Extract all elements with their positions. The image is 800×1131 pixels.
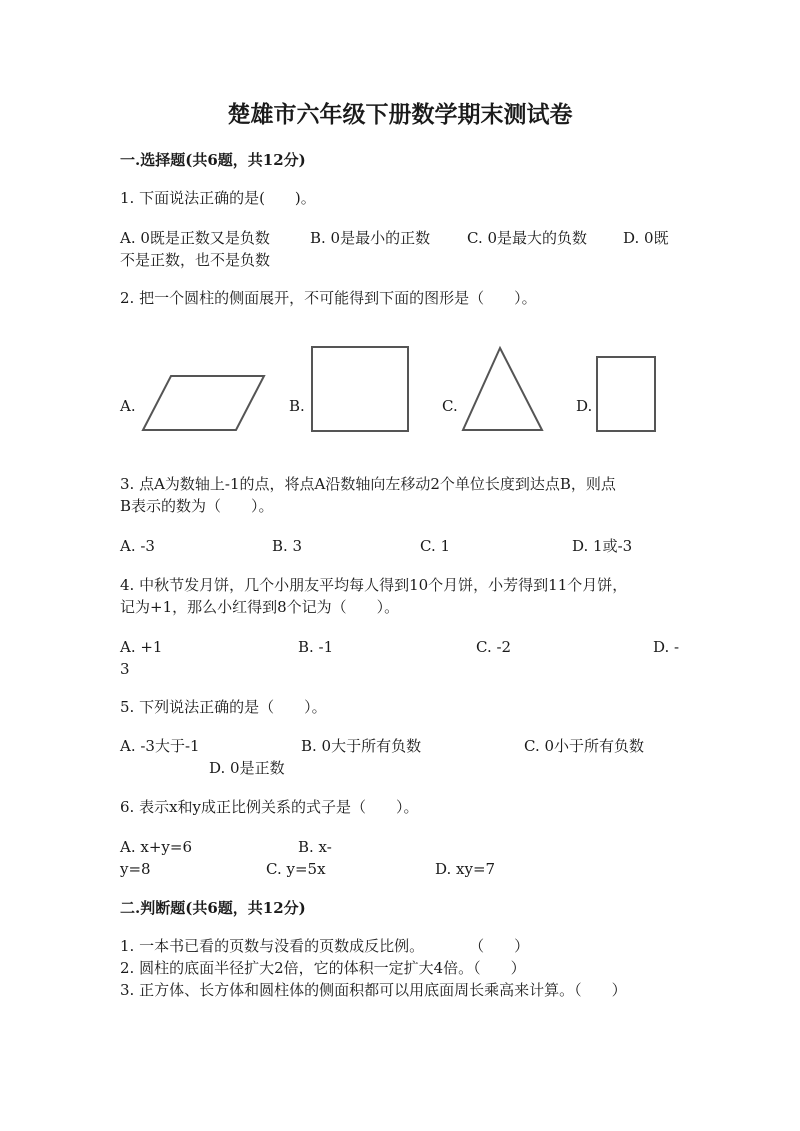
q6-option-c: C. y=5x	[266, 860, 326, 878]
q6-option-b: B. x-	[298, 838, 332, 856]
q3-option-d: D. 1或-3	[572, 537, 633, 555]
parallelogram-figure	[140, 372, 270, 434]
judgement-item-1: 1. 一本书已看的页数与没看的页数成反比例。 （ ）	[120, 937, 530, 955]
judgement-item-3: 3. 正方体、长方体和圆柱体的侧面积都可以用底面周长乘高来计算。（ ）	[120, 981, 627, 999]
section-heading-judgement: 二.判断题(共6题，共12分)	[120, 899, 306, 917]
q6-option-a: A. x+y=6	[120, 838, 192, 856]
triangle-figure	[460, 344, 546, 434]
q5-option-d: D. 0是正数	[209, 759, 285, 777]
q2-stem: 2. 把一个圆柱的侧面展开，不可能得到下面的图形是（ ）。	[120, 289, 537, 307]
q5-option-c: C. 0小于所有负数	[524, 737, 645, 755]
q4-stem-line2: 记为+1，那么小红得到8个记为（ ）。	[120, 598, 400, 616]
q1-option-b: B. 0是最小的正数	[310, 229, 431, 247]
q3-stem-line2: B表示的数为（ ）。	[120, 497, 274, 515]
q3-stem-line1: 3. 点A为数轴上-1的点，将点A沿数轴向左移动2个单位长度到达点B，则点	[120, 475, 616, 493]
page-title: 楚雄市六年级下册数学期末测试卷	[227, 101, 573, 128]
q4-option-d: D. -	[653, 638, 680, 656]
q1-stem: 1. 下面说法正确的是( )。	[120, 189, 316, 207]
q1-option-a: A. 0既是正数又是负数	[120, 229, 270, 247]
q2-option-d-label: D.	[576, 397, 593, 415]
q4-option-b: B. -1	[298, 638, 334, 656]
q5-option-a: A. -3大于-1	[120, 737, 200, 755]
q2-option-a-label: A.	[120, 397, 136, 415]
q4-option-c: C. -2	[476, 638, 512, 656]
rectangle-figure-tall	[594, 354, 658, 434]
q5-stem: 5. 下列说法正确的是（ ）。	[120, 698, 327, 716]
q4-stem-line1: 4. 中秋节发月饼，几个小朋友平均每人得到10个月饼，小芳得到11个月饼，	[120, 576, 628, 594]
rectangle-figure-wide	[309, 344, 411, 434]
q1-option-c: C. 0是最大的负数	[467, 229, 588, 247]
q4-option-d-continued: 3	[120, 660, 130, 678]
q6-stem: 6. 表示x和y成正比例关系的式子是（ ）。	[120, 798, 419, 816]
q2-option-c-label: C.	[442, 397, 458, 415]
q6-option-b-continued: y=8	[120, 860, 151, 878]
q5-option-b: B. 0大于所有负数	[301, 737, 422, 755]
q6-option-d: D. xy=7	[435, 860, 496, 878]
q1-option-d-continued: 不是正数，也不是负数	[120, 251, 271, 269]
q3-option-a: A. -3	[120, 537, 155, 555]
section-heading-choice: 一.选择题(共6题，共12分)	[120, 151, 306, 169]
q1-option-d: D. 0既	[623, 229, 669, 247]
judgement-item-2: 2. 圆柱的底面半径扩大2倍，它的体积一定扩大4倍。（ ）	[120, 959, 526, 977]
q3-option-b: B. 3	[272, 537, 303, 555]
q2-option-b-label: B.	[289, 397, 305, 415]
q3-option-c: C. 1	[420, 537, 451, 555]
q4-option-a: A. +1	[120, 638, 163, 656]
